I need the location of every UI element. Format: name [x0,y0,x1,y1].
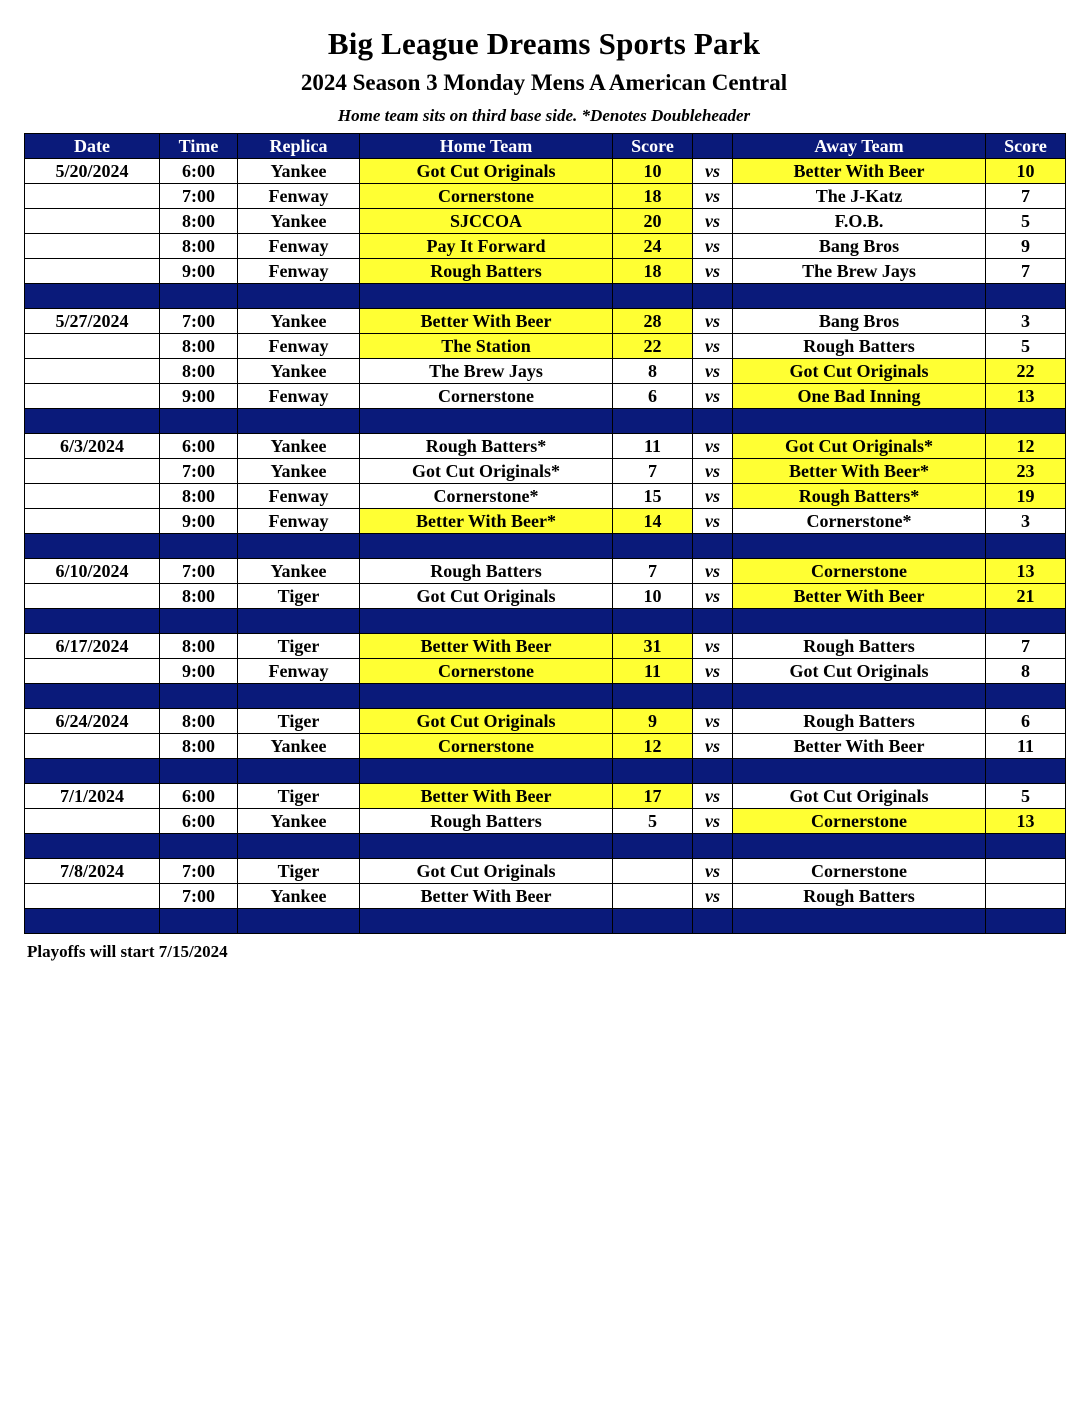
column-header [693,134,733,159]
home-score-cell: 7 [613,559,693,584]
separator-cell [693,284,733,309]
away-team-cell: Got Cut Originals* [733,434,986,459]
date-cell [25,209,160,234]
table-row [25,559,1066,584]
home-team-cell: Got Cut Originals [360,584,613,609]
vs-cell: vs [693,559,733,584]
separator-cell [25,284,160,309]
vs-cell: vs [693,784,733,809]
separator-cell [693,409,733,434]
schedule-table [24,133,1066,934]
away-score-cell: 22 [986,359,1066,384]
home-score-cell: 28 [613,309,693,334]
schedule-body [25,159,1066,934]
date-cell [25,384,160,409]
away-score-cell: 6 [986,709,1066,734]
separator-cell [25,684,160,709]
separator-cell [160,534,238,559]
away-score-cell: 11 [986,734,1066,759]
separator-cell [160,284,238,309]
separator-cell [986,284,1066,309]
vs-cell: vs [693,159,733,184]
home-team-cell: Cornerstone* [360,484,613,509]
replica-cell: Fenway [238,384,360,409]
table-row [25,784,1066,809]
separator-cell [238,909,360,934]
separator-cell [360,684,613,709]
separator-cell [360,284,613,309]
away-team-cell: Got Cut Originals [733,359,986,384]
home-score-cell: 5 [613,809,693,834]
separator-cell [160,684,238,709]
week-separator-row [25,284,1066,309]
home-score-cell [613,884,693,909]
separator-cell [238,834,360,859]
time-cell: 7:00 [160,459,238,484]
week-separator-row [25,909,1066,934]
table-row [25,259,1066,284]
table-row [25,359,1066,384]
separator-cell [238,534,360,559]
away-team-cell: Rough Batters [733,884,986,909]
away-score-cell: 10 [986,159,1066,184]
week-separator-row [25,609,1066,634]
home-team-cell: Cornerstone [360,659,613,684]
vs-cell: vs [693,484,733,509]
home-team-cell: Rough Batters [360,559,613,584]
replica-cell: Fenway [238,659,360,684]
away-team-cell: Cornerstone* [733,509,986,534]
home-team-cell: The Brew Jays [360,359,613,384]
away-team-cell: Better With Beer [733,584,986,609]
separator-cell [25,609,160,634]
replica-cell: Tiger [238,709,360,734]
header-row [25,134,1066,159]
replica-cell: Fenway [238,484,360,509]
time-cell: 9:00 [160,384,238,409]
time-cell: 8:00 [160,234,238,259]
away-team-cell: Better With Beer* [733,459,986,484]
replica-cell: Yankee [238,884,360,909]
replica-cell: Tiger [238,859,360,884]
replica-cell: Yankee [238,209,360,234]
separator-cell [160,609,238,634]
page-title: Big League Dreams Sports Park [327,26,761,61]
table-row [25,509,1066,534]
separator-cell [613,284,693,309]
separator-cell [986,409,1066,434]
away-score-cell: 13 [986,809,1066,834]
vs-cell: vs [693,734,733,759]
home-score-cell: 18 [613,184,693,209]
time-cell: 7:00 [160,309,238,334]
separator-cell [986,684,1066,709]
away-score-cell: 19 [986,484,1066,509]
separator-cell [733,684,986,709]
away-score-cell: 5 [986,209,1066,234]
home-team-cell: Pay It Forward [360,234,613,259]
replica-cell: Yankee [238,434,360,459]
separator-cell [986,834,1066,859]
away-score-cell: 12 [986,434,1066,459]
table-row [25,709,1066,734]
table-row [25,459,1066,484]
time-cell: 8:00 [160,734,238,759]
vs-cell: vs [693,334,733,359]
separator-cell [733,609,986,634]
table-row [25,159,1066,184]
separator-cell [733,759,986,784]
date-cell [25,809,160,834]
home-score-cell: 10 [613,584,693,609]
table-row [25,859,1066,884]
vs-cell: vs [693,884,733,909]
replica-cell: Yankee [238,309,360,334]
separator-cell [986,759,1066,784]
replica-cell: Yankee [238,159,360,184]
time-cell: 8:00 [160,484,238,509]
date-cell [25,184,160,209]
vs-cell: vs [693,384,733,409]
time-cell: 6:00 [160,784,238,809]
home-team-cell: Rough Batters [360,809,613,834]
separator-cell [693,684,733,709]
away-score-cell: 23 [986,459,1066,484]
date-cell: 7/8/2024 [25,859,160,884]
home-team-cell: Cornerstone [360,384,613,409]
week-separator-row [25,834,1066,859]
column-header: Away Team [733,134,986,159]
away-score-cell [986,859,1066,884]
time-cell: 6:00 [160,159,238,184]
separator-cell [25,834,160,859]
vs-cell: vs [693,359,733,384]
date-cell [25,334,160,359]
away-team-cell: Cornerstone [733,809,986,834]
table-row [25,484,1066,509]
date-cell [25,509,160,534]
home-team-cell: Got Cut Originals* [360,459,613,484]
vs-cell: vs [693,459,733,484]
separator-cell [160,409,238,434]
vs-cell: vs [693,859,733,884]
table-row [25,809,1066,834]
table-row [25,584,1066,609]
home-score-cell: 20 [613,209,693,234]
time-cell: 8:00 [160,584,238,609]
home-score-cell: 31 [613,634,693,659]
away-team-cell: Bang Bros [733,234,986,259]
date-cell [25,884,160,909]
home-score-cell: 8 [613,359,693,384]
home-score-cell [613,859,693,884]
away-score-cell: 5 [986,334,1066,359]
separator-cell [613,759,693,784]
column-header: Time [160,134,238,159]
date-cell: 5/27/2024 [25,309,160,334]
separator-cell [693,759,733,784]
away-team-cell: The J-Katz [733,184,986,209]
week-separator-row [25,684,1066,709]
vs-cell: vs [693,809,733,834]
home-team-cell: Got Cut Originals [360,859,613,884]
away-team-cell: Rough Batters [733,709,986,734]
home-score-cell: 12 [613,734,693,759]
away-team-cell: The Brew Jays [733,259,986,284]
vs-cell: vs [693,234,733,259]
week-separator-row [25,534,1066,559]
separator-cell [25,409,160,434]
home-team-cell: Cornerstone [360,734,613,759]
home-team-cell: Got Cut Originals [360,159,613,184]
date-cell [25,734,160,759]
home-score-cell: 22 [613,334,693,359]
time-cell: 9:00 [160,259,238,284]
away-score-cell: 7 [986,634,1066,659]
separator-cell [693,534,733,559]
separator-cell [613,834,693,859]
time-cell: 8:00 [160,359,238,384]
time-cell: 6:00 [160,434,238,459]
time-cell: 7:00 [160,859,238,884]
vs-cell: vs [693,634,733,659]
time-cell: 9:00 [160,659,238,684]
separator-cell [25,534,160,559]
date-cell [25,234,160,259]
home-score-cell: 18 [613,259,693,284]
time-cell: 6:00 [160,809,238,834]
footer-note: Playoffs will start 7/15/2024 [27,942,228,961]
week-separator-row [25,759,1066,784]
away-score-cell: 7 [986,259,1066,284]
table-row [25,734,1066,759]
away-score-cell: 5 [986,784,1066,809]
separator-cell [238,284,360,309]
separator-cell [613,409,693,434]
vs-cell: vs [693,184,733,209]
replica-cell: Fenway [238,334,360,359]
away-score-cell: 13 [986,559,1066,584]
separator-cell [613,909,693,934]
replica-cell: Yankee [238,359,360,384]
home-score-cell: 24 [613,234,693,259]
away-score-cell: 8 [986,659,1066,684]
separator-cell [360,409,613,434]
separator-cell [693,909,733,934]
replica-cell: Fenway [238,259,360,284]
replica-cell: Yankee [238,559,360,584]
home-score-cell: 14 [613,509,693,534]
column-header: Score [986,134,1066,159]
replica-cell: Yankee [238,734,360,759]
replica-cell: Yankee [238,809,360,834]
away-team-cell: Bang Bros [733,309,986,334]
separator-cell [986,609,1066,634]
time-cell: 9:00 [160,509,238,534]
separator-cell [613,534,693,559]
column-header: Home Team [360,134,613,159]
separator-cell [360,909,613,934]
separator-cell [25,909,160,934]
table-row [25,634,1066,659]
vs-cell: vs [693,584,733,609]
replica-cell: Yankee [238,459,360,484]
vs-cell: vs [693,259,733,284]
away-score-cell: 3 [986,509,1066,534]
separator-cell [733,409,986,434]
separator-cell [238,609,360,634]
vs-cell: vs [693,659,733,684]
replica-cell: Fenway [238,234,360,259]
table-row [25,384,1066,409]
vs-cell: vs [693,309,733,334]
separator-cell [238,409,360,434]
home-score-cell: 11 [613,434,693,459]
table-row [25,209,1066,234]
replica-cell: Tiger [238,584,360,609]
time-cell: 8:00 [160,334,238,359]
table-row [25,884,1066,909]
home-team-cell: Better With Beer* [360,509,613,534]
home-team-cell: Better With Beer [360,309,613,334]
date-cell: 7/1/2024 [25,784,160,809]
away-team-cell: Cornerstone [733,559,986,584]
replica-cell: Tiger [238,784,360,809]
date-cell: 5/20/2024 [25,159,160,184]
separator-cell [986,534,1066,559]
separator-cell [25,759,160,784]
date-cell [25,459,160,484]
date-cell [25,359,160,384]
separator-cell [693,834,733,859]
home-team-cell: The Station [360,334,613,359]
separator-cell [693,609,733,634]
date-cell: 6/3/2024 [25,434,160,459]
home-team-cell: SJCCOA [360,209,613,234]
time-cell: 7:00 [160,559,238,584]
separator-cell [360,534,613,559]
schedule-note: Home team sits on third base side. *Denotes Doubleheader [337,106,751,125]
table-row [25,659,1066,684]
column-header: Date [25,134,160,159]
home-team-cell: Better With Beer [360,634,613,659]
replica-cell: Tiger [238,634,360,659]
away-score-cell: 9 [986,234,1066,259]
separator-cell [733,284,986,309]
away-team-cell: F.O.B. [733,209,986,234]
vs-cell: vs [693,434,733,459]
away-score-cell: 13 [986,384,1066,409]
separator-cell [238,759,360,784]
separator-cell [360,834,613,859]
time-cell: 8:00 [160,209,238,234]
separator-cell [360,759,613,784]
replica-cell: Fenway [238,184,360,209]
away-team-cell: Better With Beer [733,734,986,759]
home-score-cell: 7 [613,459,693,484]
separator-cell [613,609,693,634]
vs-cell: vs [693,209,733,234]
table-row [25,184,1066,209]
date-cell [25,659,160,684]
away-team-cell: Got Cut Originals [733,659,986,684]
separator-cell [733,834,986,859]
home-score-cell: 15 [613,484,693,509]
home-team-cell: Better With Beer [360,884,613,909]
column-header: Replica [238,134,360,159]
separator-cell [160,909,238,934]
away-team-cell: Rough Batters [733,334,986,359]
away-score-cell [986,884,1066,909]
separator-cell [733,909,986,934]
time-cell: 8:00 [160,634,238,659]
table-row [25,334,1066,359]
away-team-cell: One Bad Inning [733,384,986,409]
vs-cell: vs [693,509,733,534]
home-score-cell: 11 [613,659,693,684]
home-score-cell: 9 [613,709,693,734]
date-cell [25,484,160,509]
home-team-cell: Got Cut Originals [360,709,613,734]
separator-cell [613,684,693,709]
table-row [25,434,1066,459]
replica-cell: Fenway [238,509,360,534]
time-cell: 7:00 [160,884,238,909]
away-score-cell: 3 [986,309,1066,334]
column-header: Score [613,134,693,159]
home-team-cell: Rough Batters* [360,434,613,459]
date-cell [25,584,160,609]
week-separator-row [25,409,1066,434]
away-team-cell: Better With Beer [733,159,986,184]
away-team-cell: Cornerstone [733,859,986,884]
away-team-cell: Rough Batters* [733,484,986,509]
time-cell: 7:00 [160,184,238,209]
separator-cell [238,684,360,709]
time-cell: 8:00 [160,709,238,734]
home-team-cell: Rough Batters [360,259,613,284]
home-team-cell: Cornerstone [360,184,613,209]
separator-cell [160,834,238,859]
date-cell: 6/17/2024 [25,634,160,659]
away-team-cell: Got Cut Originals [733,784,986,809]
table-row [25,234,1066,259]
home-score-cell: 10 [613,159,693,184]
date-cell: 6/24/2024 [25,709,160,734]
separator-cell [733,534,986,559]
page-subtitle: 2024 Season 3 Monday Mens A American Central [300,70,788,95]
table-row [25,309,1066,334]
home-team-cell: Better With Beer [360,784,613,809]
separator-cell [360,609,613,634]
home-score-cell: 17 [613,784,693,809]
away-score-cell: 7 [986,184,1066,209]
away-team-cell: Rough Batters [733,634,986,659]
date-cell: 6/10/2024 [25,559,160,584]
away-score-cell: 21 [986,584,1066,609]
vs-cell: vs [693,709,733,734]
date-cell [25,259,160,284]
separator-cell [986,909,1066,934]
separator-cell [160,759,238,784]
home-score-cell: 6 [613,384,693,409]
